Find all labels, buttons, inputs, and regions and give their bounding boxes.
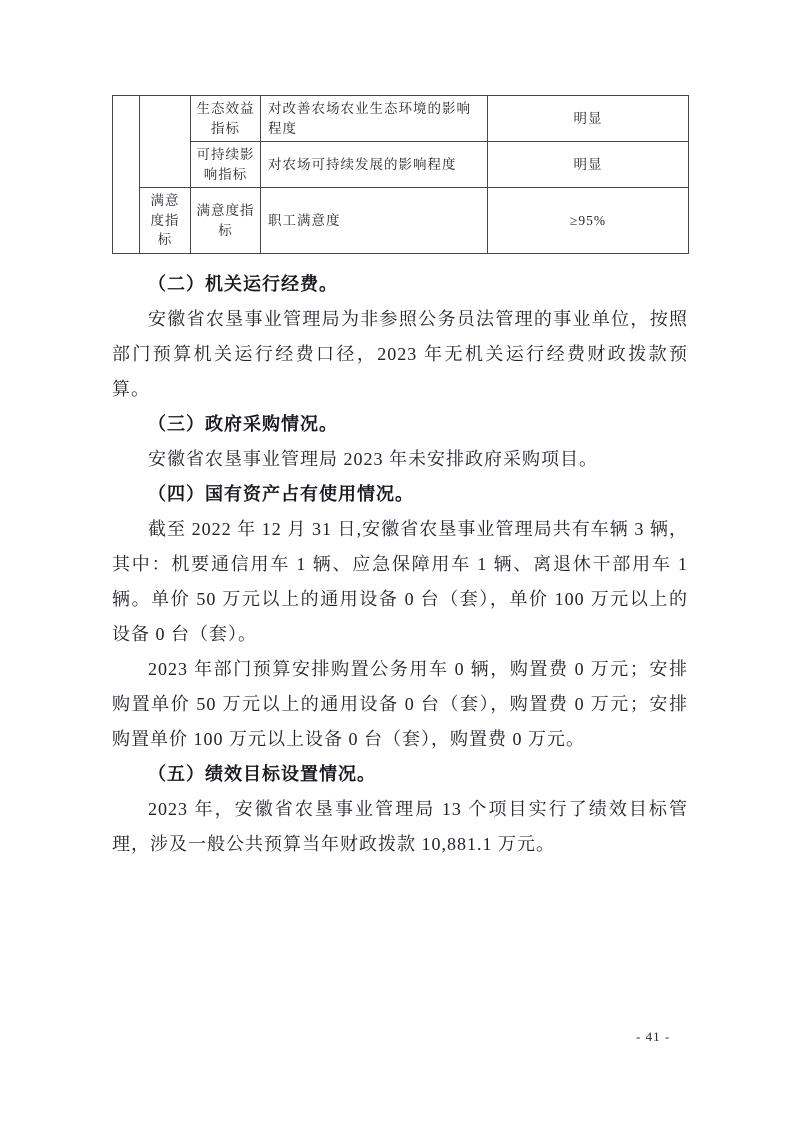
section-operating-expenses: [112, 267, 688, 407]
table-cell-value: ≥95%: [488, 188, 689, 254]
table-cell-level2: 满意度指标: [140, 188, 191, 254]
table-cell-description: 对改善农场农业生态环境的影响程度: [261, 96, 488, 142]
page-number: - 41 -: [636, 1029, 671, 1044]
paragraph: 2023 年，安徽省农垦事业管理局 13 个项目实行了绩效目标管理，涉及一般公共预算当年财政拨款 10,881.1 万元。: [112, 798, 688, 854]
table-cell-level2-empty: [140, 96, 191, 188]
paragraph: 安徽省农垦事业管理局为非参照公务员法管理的事业单位，按照部门预算机关运行经费口径，2023 年无机关运行经费财政拨款预算。: [112, 308, 688, 399]
section-performance-targets: [112, 757, 688, 862]
body-sections: [112, 267, 688, 862]
section-heading: （四）国有资产占有使用情况。: [148, 483, 414, 504]
table-row: [113, 96, 689, 142]
table-row: [113, 188, 689, 254]
table-cell-value: 明显: [488, 96, 689, 142]
paragraph: 截至 2022 年 12 月 31 日,安徽省农垦事业管理局共有车辆 3 辆，其中：机要通信用车 1 辆、应急保障用车 1 辆、离退休干部用车 1 辆。单价 50 万元以上的通用设备 0 台（套），单价 100 万元以上的设备 0 台（套）。: [112, 518, 688, 644]
paragraph: 安徽省农垦事业管理局 2023 年未安排政府采购项目。: [148, 448, 598, 469]
table-cell-indicator: 可持续影响指标: [191, 142, 261, 188]
table-cell-description: 对农场可持续发展的影响程度: [261, 142, 488, 188]
section-state-owned-assets: [112, 477, 688, 757]
section-heading: （五）绩效目标设置情况。: [148, 763, 376, 784]
page-content: [112, 95, 688, 862]
table-cell-indicator: 生态效益指标: [191, 96, 261, 142]
table-cell-value: 明显: [488, 142, 689, 188]
performance-indicator-table: [112, 95, 689, 254]
table-row: [113, 142, 689, 188]
table-cell-description: 职工满意度: [261, 188, 488, 254]
table-cell-level1-empty: [113, 96, 140, 254]
table-cell-indicator: 满意度指标: [191, 188, 261, 254]
section-heading: （三）政府采购情况。: [148, 413, 338, 434]
paragraph: 2023 年部门预算安排购置公务用车 0 辆，购置费 0 万元；安排购置单价 50 万元以上的通用设备 0 台（套），购置费 0 万元；安排购置单价 100 万元以上设备 0 台（套），购置费 0 万元。: [112, 658, 688, 749]
section-heading: （二）机关运行经费。: [148, 273, 338, 294]
section-government-procurement: [112, 407, 688, 477]
